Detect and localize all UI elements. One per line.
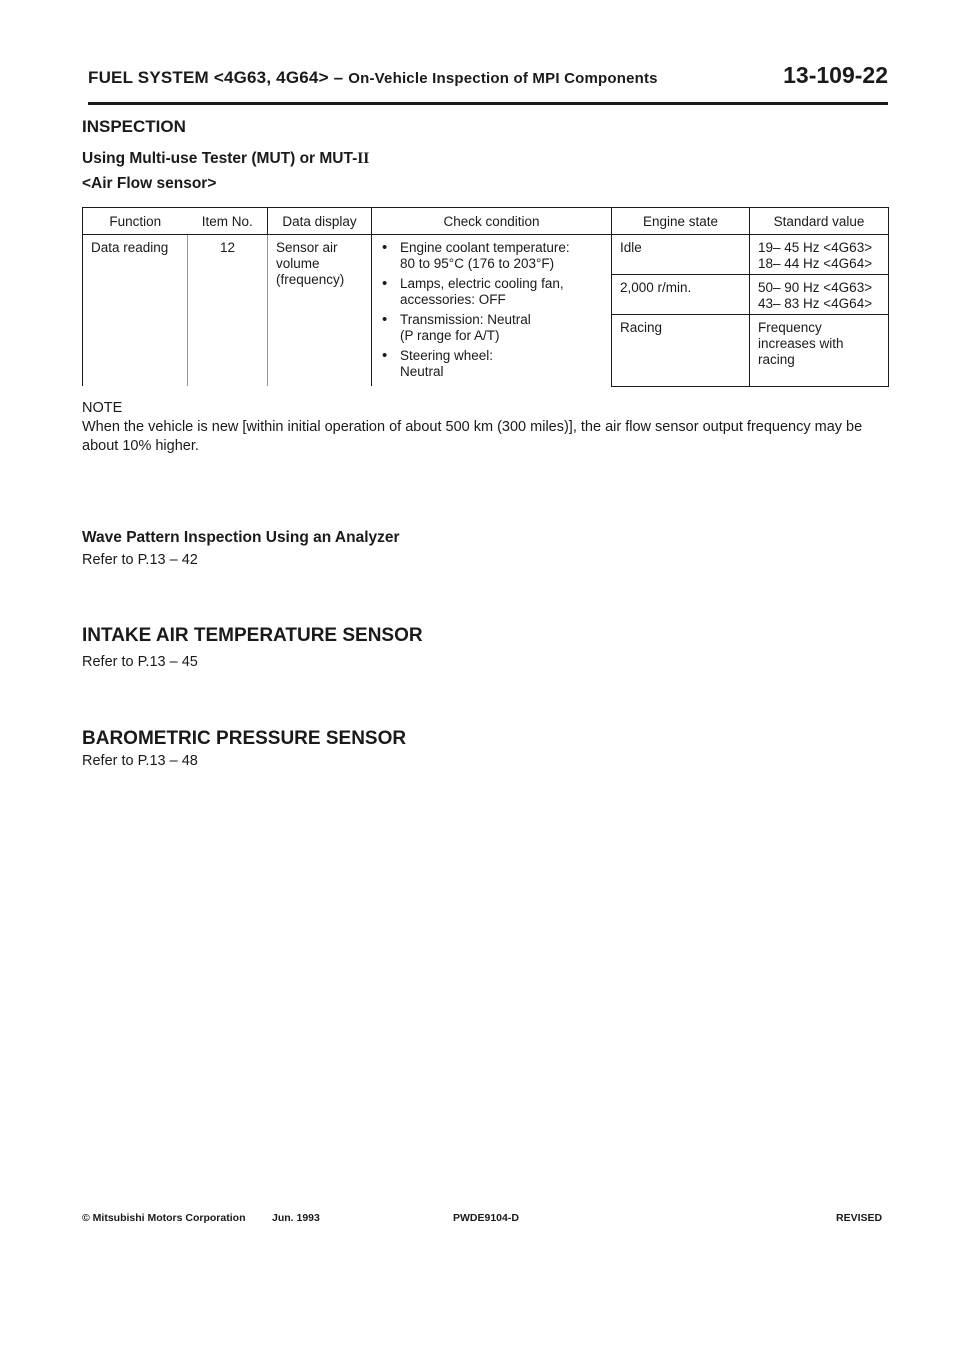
intake-air-temp-heading: INTAKE AIR TEMPERATURE SENSOR xyxy=(82,625,423,646)
value-line: 19– 45 Hz <4G63> xyxy=(758,240,873,255)
footer-code: PWDE9104-D xyxy=(453,1212,519,1224)
condition-line: • Engine coolant temperature: xyxy=(400,240,570,255)
air-flow-sensor-label: <Air Flow sensor> xyxy=(82,175,217,192)
table-row xyxy=(83,235,889,275)
col-header-function: Function xyxy=(83,208,188,235)
mut-heading-text: Using Multi-use Tester (MUT) or MUT- xyxy=(82,150,358,167)
mut-heading-roman: II xyxy=(357,150,370,167)
cell-check-condition xyxy=(372,235,612,387)
page-number: 13-109-22 xyxy=(783,62,888,88)
col-header-data-display: Data display xyxy=(268,208,372,235)
value-line: racing xyxy=(758,352,795,367)
inspection-heading: INSPECTION xyxy=(82,117,186,136)
wave-pattern-reference: Refer to P.13 – 42 xyxy=(82,552,198,568)
list-item xyxy=(380,276,603,308)
intake-air-temp-reference: Refer to P.13 – 45 xyxy=(82,654,198,670)
air-flow-spec-table xyxy=(82,207,889,387)
note-text: When the vehicle is new [within initial operation of about 500 km (300 miles)], the air flow sensor output frequency may be about 10% higher. xyxy=(82,419,863,454)
footer-copyright: © Mitsubishi Motors Corporation xyxy=(82,1212,246,1224)
data-display-line: (frequency) xyxy=(276,272,345,287)
condition-line: • Lamps, electric cooling fan, xyxy=(400,276,564,291)
cell-standard-value-racing xyxy=(750,315,889,387)
page-header xyxy=(88,62,888,105)
footer-date: Jun. 1993 xyxy=(272,1212,320,1224)
value-line: increases with xyxy=(758,336,844,351)
data-display-line: volume xyxy=(276,256,320,271)
note-label: NOTE xyxy=(82,400,123,416)
list-item xyxy=(380,240,603,272)
header-system: FUEL SYSTEM <4G63, 4G64> xyxy=(88,68,329,87)
barometric-pressure-reference: Refer to P.13 – 48 xyxy=(82,753,198,769)
condition-line: • Steering wheel: xyxy=(400,348,494,363)
condition-line: • Transmission: Neutral xyxy=(400,312,531,327)
table-header-row xyxy=(83,208,889,235)
wave-pattern-heading: Wave Pattern Inspection Using an Analyzer xyxy=(82,529,400,546)
col-header-item-no: Item No. xyxy=(188,208,268,235)
footer-status: REVISED xyxy=(836,1212,883,1224)
value-line: 18– 44 Hz <4G64> xyxy=(758,256,873,271)
cell-standard-value-idle xyxy=(750,235,889,275)
header-title xyxy=(88,68,658,88)
cell-engine-state-2000: 2,000 r/min. xyxy=(612,275,750,315)
condition-line: 80 to 95°C (176 to 203°F) xyxy=(400,256,555,271)
value-line: 50– 90 Hz <4G63> xyxy=(758,280,873,295)
cell-data-display xyxy=(268,235,372,387)
col-header-engine-state: Engine state xyxy=(612,208,750,235)
header-subtitle: On-Vehicle Inspection of MPI Components xyxy=(348,70,658,87)
condition-line: accessories: OFF xyxy=(400,292,506,307)
mut-heading xyxy=(82,150,369,168)
list-item xyxy=(380,348,603,380)
barometric-pressure-heading: BAROMETRIC PRESSURE SENSOR xyxy=(82,728,407,749)
condition-line: (P range for A/T) xyxy=(400,328,500,343)
check-condition-list xyxy=(380,240,603,380)
value-line: Frequency xyxy=(758,320,822,335)
data-display-line: Sensor air xyxy=(276,240,338,255)
cell-engine-state-idle: Idle xyxy=(612,235,750,275)
condition-line: Neutral xyxy=(400,364,444,379)
col-header-standard-value: Standard value xyxy=(750,208,889,235)
cell-standard-value-2000 xyxy=(750,275,889,315)
header-dash: – xyxy=(333,68,344,87)
list-item xyxy=(380,312,603,344)
cell-function: Data reading xyxy=(83,235,188,387)
cell-item-no: 12 xyxy=(188,235,268,387)
col-header-check-condition: Check condition xyxy=(372,208,612,235)
cell-engine-state-racing: Racing xyxy=(612,315,750,387)
value-line: 43– 83 Hz <4G64> xyxy=(758,296,873,311)
